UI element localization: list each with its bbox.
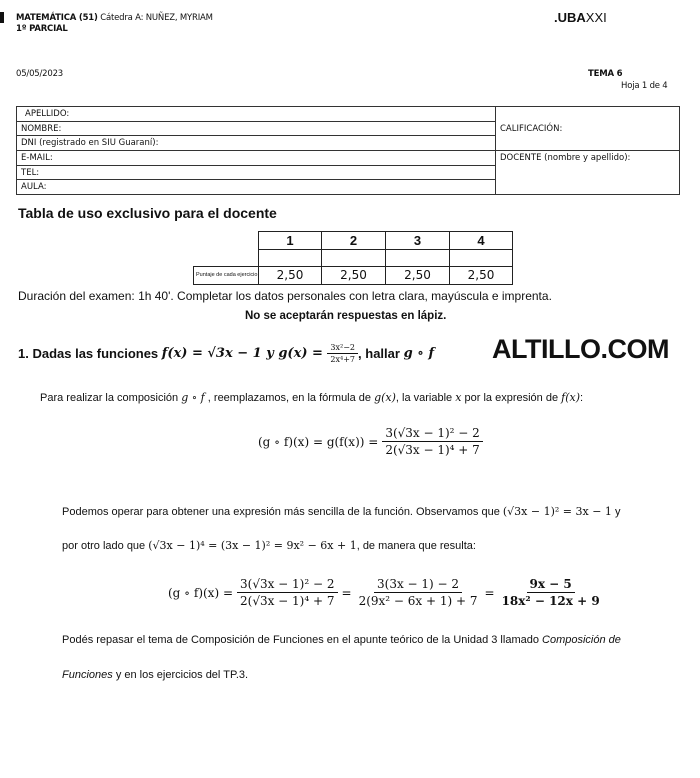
- field-dni[interactable]: DNI (registrado en SIU Guaraní):: [17, 136, 496, 151]
- grade-cell[interactable]: [386, 249, 450, 267]
- eq-fraction: [356, 577, 481, 608]
- duration-note: Duración del examen: 1h 40'. Completar los datos personales con letra clara, mayúscula e imprenta.: [18, 289, 552, 303]
- t: , de manera que resulta:: [356, 540, 476, 552]
- t: , reemplazamos, en la fórmula de: [204, 392, 375, 404]
- course-header: [16, 13, 213, 23]
- g-denominator: 2x⁴+7: [330, 355, 356, 364]
- eq-sign: =: [484, 585, 495, 600]
- logo-main: .UBA: [554, 10, 586, 25]
- solution-intro: [40, 391, 583, 404]
- exam-name: 1º PARCIAL: [16, 24, 68, 34]
- t: Funciones: [62, 669, 113, 681]
- eq-denominator: 2(√3x − 1)⁴ + 7: [240, 594, 335, 608]
- score-value: 2,50: [386, 267, 450, 285]
- field-tel[interactable]: TEL:: [17, 165, 496, 180]
- score-table: [193, 231, 513, 285]
- field-nombre[interactable]: NOMBRE:: [17, 121, 496, 136]
- solution-para-2: [62, 505, 620, 518]
- g-numerator: 3x²−2: [327, 343, 358, 354]
- eq-numerator: 3(√3x − 1)² − 2: [382, 426, 483, 442]
- t: por la expresión de: [461, 392, 562, 404]
- score-value: 2,50: [450, 267, 513, 285]
- field-email[interactable]: E-MAIL:: [17, 151, 496, 166]
- t: Para realizar la composición: [40, 392, 182, 404]
- solution-para-5: [62, 669, 248, 681]
- g-fraction: [327, 343, 358, 364]
- m: (√3x − 1)⁴ = (3x − 1)² = 9x² − 6x + 1: [148, 539, 357, 552]
- logo-suffix: XXI: [585, 10, 607, 25]
- score-header: 4: [450, 232, 513, 250]
- eq-fraction: [499, 577, 603, 608]
- m: g(x): [374, 391, 396, 404]
- score-header: 2: [322, 232, 386, 250]
- grade-cell[interactable]: [322, 249, 386, 267]
- margin-mark: [0, 12, 4, 23]
- score-value: 2,50: [259, 267, 322, 285]
- student-form: [16, 106, 680, 195]
- eq-denominator: 2(9x² − 6x + 1) + 7: [358, 594, 478, 608]
- uba-xxi-logo: [554, 10, 607, 25]
- t: Podés repasar el tema de Composición de Funciones en el apunte teórico de la Unidad 3 llamado: [62, 634, 543, 646]
- t: , la variable: [395, 392, 456, 404]
- catedra: Cátedra A: NUÑEZ, MYRIAM: [100, 13, 213, 23]
- course-name: MATEMÁTICA (51): [16, 13, 98, 23]
- field-apellido[interactable]: APELLIDO:: [17, 107, 496, 122]
- equation-1: [258, 426, 483, 457]
- eq-numerator: 9x − 5: [527, 577, 575, 593]
- eq-denominator: 2(√3x − 1)⁴ + 7: [385, 443, 480, 457]
- question-1: [18, 343, 434, 364]
- calificacion-cell: CALIFICACIÓN:: [496, 107, 680, 151]
- score-header: 1: [259, 232, 322, 250]
- field-aula[interactable]: AULA:: [17, 180, 496, 195]
- solution-para-3: [62, 539, 476, 552]
- conjunction: y: [261, 346, 279, 361]
- g-definition: g(x) =: [278, 346, 328, 361]
- altillo-watermark: ALTILLO.COM: [492, 334, 669, 364]
- t: y en los ejercicios del TP.3.: [112, 669, 249, 681]
- score-row-label: Puntaje de cada ejercicio: [194, 267, 259, 285]
- docente-cell: DOCENTE (nombre y apellido):: [496, 151, 680, 195]
- solution-para-4: [62, 634, 621, 646]
- eq-denominator: 18x² − 12x + 9: [501, 594, 600, 608]
- score-header: 3: [386, 232, 450, 250]
- eq-lhs: (g ∘ f)(x) = g(f(x)) =: [258, 434, 379, 449]
- t: Podemos operar para obtener una expresión más sencilla de la función. Observamos que: [62, 506, 503, 518]
- score-value: 2,50: [322, 267, 386, 285]
- eq-fraction: [382, 426, 483, 457]
- exam-date: 05/05/2023: [16, 69, 63, 79]
- tema: TEMA 6: [588, 69, 623, 79]
- t: :: [579, 392, 584, 404]
- composition: g ∘ f: [403, 346, 435, 361]
- eq-numerator: 3(3x − 1) − 2: [374, 577, 462, 593]
- t: Composición de: [542, 634, 621, 646]
- eq-lhs: (g ∘ f)(x) =: [168, 585, 233, 600]
- equation-2: [168, 577, 603, 608]
- eq-fraction: [237, 577, 338, 608]
- page-count: Hoja 1 de 4: [621, 81, 668, 91]
- question-text: , hallar: [358, 346, 404, 361]
- m: x: [455, 391, 462, 404]
- no-pencil-note: No se aceptarán respuestas en lápiz.: [245, 310, 447, 322]
- eq-numerator: 3(√3x − 1)² − 2: [237, 577, 338, 593]
- m: (√3x − 1)² = 3x − 1: [502, 505, 612, 518]
- t: y: [611, 506, 621, 518]
- t: por otro lado que: [62, 540, 149, 552]
- grade-cell[interactable]: [259, 249, 322, 267]
- m: f(x): [561, 391, 580, 404]
- teacher-table-title: Tabla de uso exclusivo para el docente: [18, 205, 277, 221]
- grade-cell[interactable]: [450, 249, 513, 267]
- f-definition: f(x) = √3x − 1: [161, 346, 262, 361]
- eq-sign: =: [341, 585, 352, 600]
- m: g ∘ f: [181, 391, 205, 404]
- question-text: 1. Dadas las funciones: [18, 346, 159, 361]
